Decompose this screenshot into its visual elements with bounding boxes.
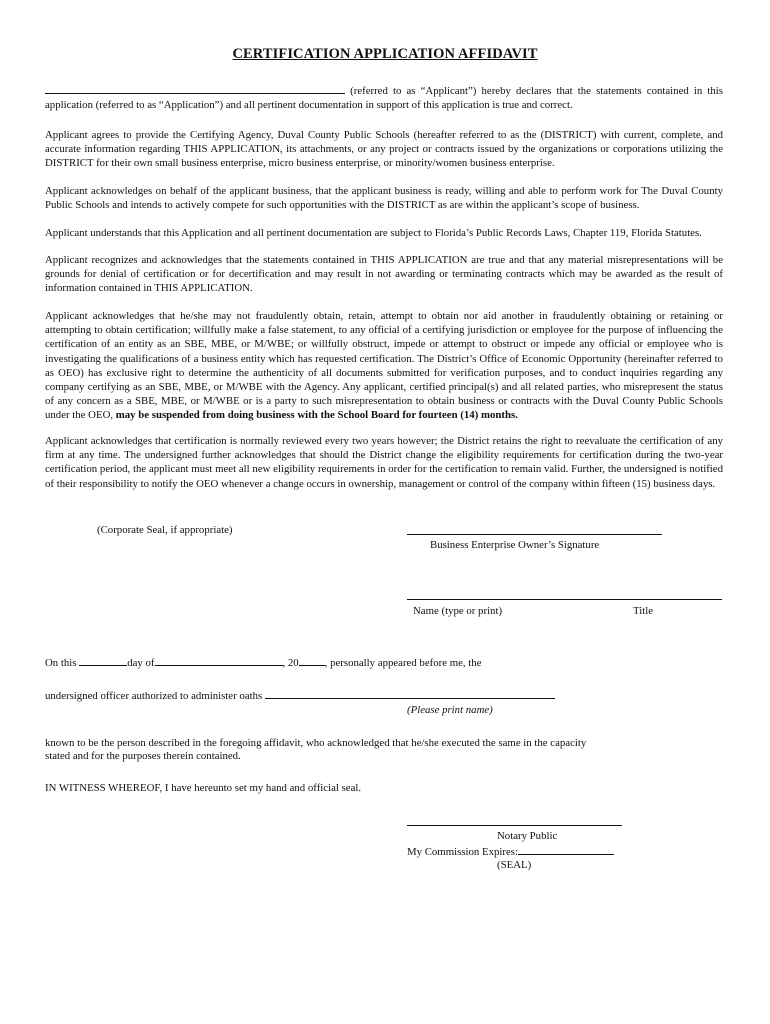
witness-statement: IN WITNESS WHEREOF, I have hereunto set my hand and official seal. xyxy=(45,782,362,794)
print-name-text: (Please print name) xyxy=(407,704,493,716)
title-label: Title xyxy=(633,605,654,617)
officer-text: undersigned officer authorized to administer oaths xyxy=(45,690,263,702)
certification-review-paragraph: Applicant acknowledges that certification is normally reviewed every two years however; the District retains the right to reevaluate the certification of any firm at any time. The undersigned further acknowledges that should the District change the eligibility requirements for certification during the two-year certification period, the applicant must meet all new eligibility requirements in order for the certification to remain valid. Further, the undersigned is notified of their responsibility to notify the OEO whenever a change occurs in ownership, management or control of the company within fifteen (15) business days. xyxy=(45,435,723,490)
year-prefix-text: , 20 xyxy=(282,657,299,669)
business-readiness-paragraph: Applicant acknowledges on behalf of the applicant business, that the applicant business is ready, willing and able to perform work for The Duval County Public Schools and intends to actively compete for such opportunities with the DISTRICT as are within the applicant’s scope of business. xyxy=(45,185,723,212)
name-title-line[interactable] xyxy=(407,599,722,600)
year-blank[interactable] xyxy=(299,655,325,666)
known-line-2: stated and for the purposes therein contained. xyxy=(45,750,241,762)
commission-expires-label: My Commission Expires: xyxy=(407,846,518,858)
name-label: Name (type or print) xyxy=(413,605,503,617)
notary-signature-line[interactable] xyxy=(407,825,622,826)
day-blank[interactable] xyxy=(79,655,127,666)
seal-label: (SEAL) xyxy=(497,859,532,871)
fraud-acknowledgement-paragraph xyxy=(45,309,723,423)
misrepresentation-paragraph: Applicant recognizes and acknowledges that the statements contained in THIS APPLICATION are true and that any material misrepresentations will be grounds for denial of certification or for decertification and may result in not awarding or terminating contracts which may be awarded as the result of information contained in THIS APPLICATION. xyxy=(45,254,723,295)
print-name-label xyxy=(407,703,493,717)
commission-expires-blank[interactable] xyxy=(518,844,614,855)
notary-public-label: Notary Public xyxy=(497,830,558,842)
corporate-seal-label: (Corporate Seal, if appropriate) xyxy=(97,524,233,536)
owner-signature-line[interactable] xyxy=(407,534,662,535)
on-this-text: On this xyxy=(45,657,77,669)
fraud-acknowledgement-text: Applicant acknowledges that he/she may not fraudulently obtain, retain, attempt to obtain nor aid another in fraudulently obtaining or retaining or attempting to obtain certification; willfully make a false statement, to any official of a certifying jurisdiction or employee for the purpose of influencing the certification of an entity as an SBE, MBE, or M/WBE; or willfully obstruct, impede or attempt to obstruct or impede any official or employee who is investigating the qualifications of a business entity which has requested certification. The District’s Office of Economic Opportunity (hereinafter referred to as OEO) has exclusive right to determine the authenticity of all documents submitted for verification purposes, and to conduct inquiries regarding any company certifying as an SBE, MBE, or M/WBE with the Agency. Any applicant, certified principal(s) and all related parties, who misrepresent the status of any concern as a SBE, MBE, or M/WBE or is a party to such misrepresentation to obtain business or contracts with the Duval County Public Schools under the OEO, xyxy=(45,310,723,422)
commission-expires-line xyxy=(407,844,614,859)
applicant-name-blank[interactable] xyxy=(45,83,345,94)
applicant-declaration-paragraph xyxy=(45,83,723,112)
notary-date-line xyxy=(45,655,482,670)
known-line-1: known to be the person described in the foregoing affidavit, who acknowledged that he/she executed the same in the capacity xyxy=(45,737,587,749)
certifying-agency-paragraph: Applicant agrees to provide the Certifying Agency, Duval County Public Schools (hereafter referred to as the (DISTRICT) with current, complete, and accurate information regarding THIS APPLICATION, its attachments, or any project or contracts issued by the organizations or corporations utilizing the DISTRICT for their own small business enterprise, micro business enterprise, or minority/women business enterprise. xyxy=(45,129,723,170)
month-blank[interactable] xyxy=(155,655,283,666)
appeared-text: , personally appeared before me, the xyxy=(324,657,482,669)
public-records-paragraph: Applicant understands that this Application and all pertinent documentation are subject to Florida’s Public Records Laws, Chapter 119, Florida Statutes. xyxy=(45,227,702,239)
officer-name-blank[interactable] xyxy=(265,688,555,699)
officer-line xyxy=(45,688,555,703)
document-title: CERTIFICATION APPLICATION AFFIDAVIT xyxy=(232,46,538,62)
applicant-declaration-text: (referred to as “Applicant”) hereby declares that the statements contained in this application (referred to as “Application”) and all pertinent documentation in support of this application is true and correct. xyxy=(45,85,723,112)
owner-signature-label: Business Enterprise Owner’s Signature xyxy=(430,539,600,551)
suspension-warning: may be suspended from doing business with the School Board for fourteen (14) months. xyxy=(115,409,518,422)
day-of-text: day of xyxy=(127,657,155,669)
